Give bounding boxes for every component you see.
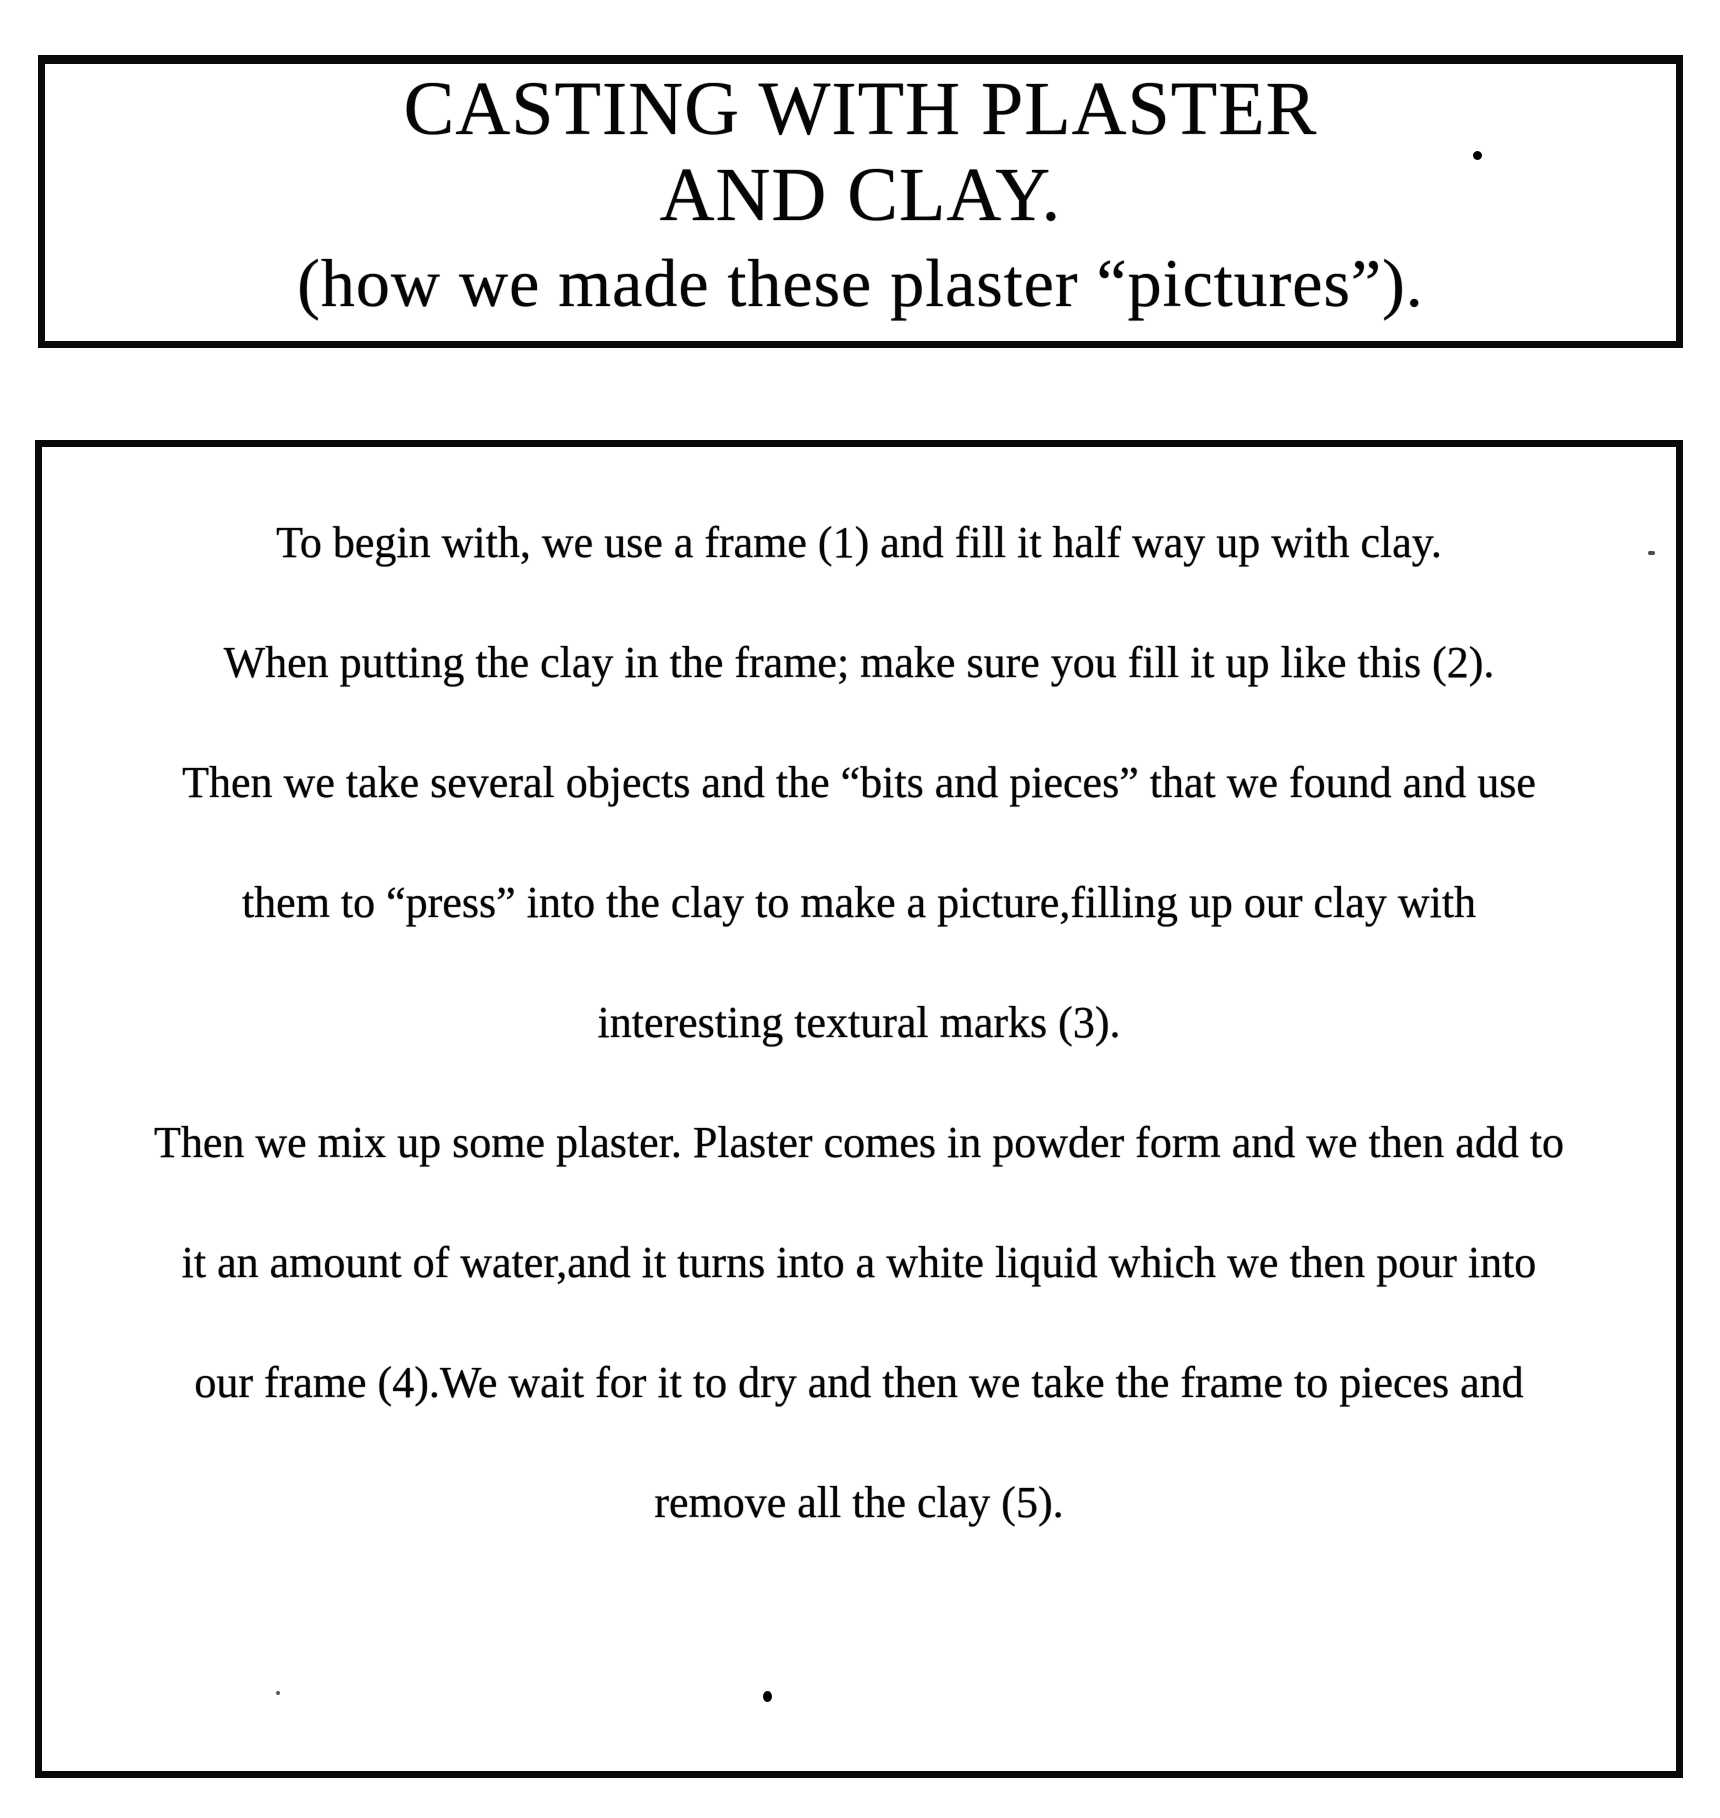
scan-artifact-speck <box>276 1691 280 1695</box>
instruction-line-9: remove all the clay (5). <box>654 1478 1064 1527</box>
instruction-line-6: Then we mix up some plaster. Plaster comes in powder form and we then add to <box>153 1118 1565 1167</box>
document-title-line-2: AND CLAY. <box>659 153 1062 237</box>
instruction-line-7: it an amount of water,and it turns into a white liquid which we then pour into <box>181 1238 1537 1287</box>
instruction-line-5: interesting textural marks (3). <box>597 998 1121 1047</box>
instruction-line-1: To begin with, we use a frame (1) and fill it half way up with clay. <box>276 518 1442 567</box>
scan-artifact-dot <box>1473 151 1482 160</box>
instructions-box <box>35 440 1683 1778</box>
document-title-line-1: CASTING WITH PLASTER <box>403 67 1318 151</box>
scan-artifact-speck <box>1648 551 1655 555</box>
instruction-line-3: Then we take several objects and the “bits and pieces” that we found and use <box>182 758 1536 807</box>
scan-artifact-dot <box>763 1691 772 1702</box>
instruction-line-8: our frame (4).We wait for it to dry and then we take the frame to pieces and <box>194 1358 1524 1407</box>
instruction-line-2: When putting the clay in the frame; make sure you fill it up like this (2). <box>223 638 1495 687</box>
title-box <box>38 55 1683 348</box>
instruction-line-4: them to “press” into the clay to make a picture,filling up our clay with <box>241 878 1477 927</box>
document-subtitle-line: (how we made these plaster “pictures”). <box>297 245 1424 321</box>
